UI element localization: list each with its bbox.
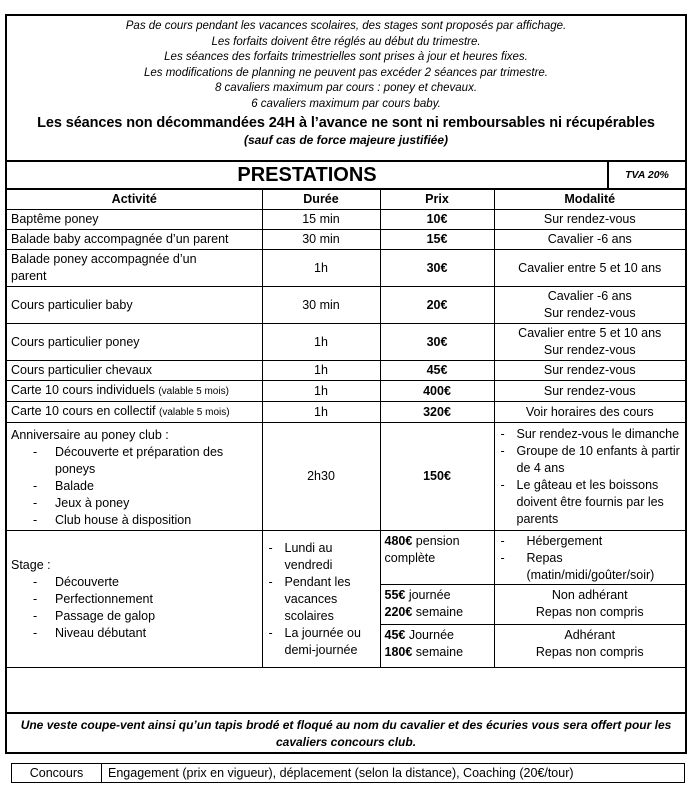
cell-modalite [494,287,685,324]
tariff-sheet [5,14,687,754]
stage-row [7,531,685,668]
cell-activite: Balade baby accompagnée d’un parent [7,230,262,250]
cell-modalite: Cavalier -6 ans [494,230,685,250]
modalite-line: Repas non compris [535,605,644,619]
cell-activite: Baptême poney [7,210,262,230]
cell-duree: 30 min [262,287,380,324]
price-value: 45€ [384,628,406,642]
cell-activite [7,531,262,668]
cell-prix: 150€ [380,423,494,531]
notice-line: 8 cavaliers maximum par cours : poney et chevaux. [214,82,478,94]
notice-line: Les forfaits doivent être réglés au début du trimestre. [211,35,481,48]
gift-note: Une veste coupe-vent ainsi qu’un tapis brodé et floqué au nom du cavalier et des écuries vous sera offert pour les cavaliers concours club. [7,712,685,752]
column-header-prix: Prix [380,190,494,210]
anniversaire-row [7,423,685,531]
cell-prix: 20€ [380,287,494,324]
activite-text: Carte 10 cours en collectif [11,404,156,418]
cell-duree: 30 min [262,230,380,250]
modalite-line: Sur rendez-vous [543,306,636,320]
cell-duree: 1h [262,324,380,361]
cell-activite: Cours particulier baby [7,287,262,324]
cell-modalite: Cavalier entre 5 et 10 ans [494,250,685,287]
table-header-row [7,190,685,210]
list-item: - Groupe de 10 enfants à partir de 4 ans [499,443,682,477]
price-label: pension complète [384,534,460,565]
modalite-line: Repas non compris [535,645,644,659]
table-row [7,381,685,402]
activite-text: Carte 10 cours individuels [11,383,155,397]
price-label: semaine [412,645,464,659]
list-item: - Lundi au vendredi [267,540,376,574]
table-row [7,361,685,381]
cell-prix: 400€ [380,381,494,402]
concours-description: Engagement (prix en vigueur), déplacement (selon la distance), Coaching (20€/tour) [108,766,574,780]
notice-line: Pas de cours pendant les vacances scolaires, des stages sont proposés par affichage. [125,20,567,32]
cell-modalite: Sur rendez-vous [494,381,685,402]
pension-modalite-list [499,533,682,584]
cancellation-warning: Les séances non décommandées 24H à l’avance ne sont ni remboursables ni récupérables [37,115,655,131]
cell-prix: 45€ [380,361,494,381]
cell-duree: 1h [262,402,380,423]
modalite-line: Non adhérant [551,588,628,602]
page-title: PRESTATIONS [237,164,377,186]
stage-duree-list [267,540,376,659]
title-row [7,162,685,190]
price-value: 180€ [384,645,413,659]
non-adherant-modalite [495,585,686,625]
cell-modalite: Sur rendez-vous [494,361,685,381]
cell-modalite: Voir horaires des cours [494,402,685,423]
price-value: 220€ [384,605,413,619]
concours-row [11,763,685,783]
modalite-line: Cavalier entre 5 et 10 ans [518,326,662,340]
list-item: - Niveau débutant [33,625,258,642]
list-item: - Sur rendez-vous le dimanche [499,426,682,443]
table-row [7,230,685,250]
cell-duree: 1h [262,250,380,287]
notice-line: 6 cavaliers maximum par cours baby. [251,97,441,110]
modalite-line: Sur rendez-vous [543,343,636,357]
rules-notice [7,16,685,162]
cell-activite: Cours particulier poney [7,324,262,361]
list-item: - Hébergement [499,533,682,550]
column-header-activite: Activité [7,190,262,210]
price-value: 55€ [384,588,406,602]
notice-line: Les modifications de planning ne peuvent pas excéder 2 séances par trimestre. [143,66,549,79]
price-label: semaine [412,605,464,619]
list-item: - Club house à disposition [33,512,258,529]
cell-modalite: Sur rendez-vous [494,210,685,230]
cell-activite: Balade poney accompagnée d’un parent [7,250,262,287]
list-item: - Le gâteau et les boissons doivent être fournis par les parents [499,477,682,528]
cell-duree: 1h [262,381,380,402]
list-item: - Repas (matin/midi/goûter/soir) [499,550,682,584]
cell-duree [262,531,380,668]
anniversaire-title: Anniversaire au poney club : [11,428,169,442]
cell-prix [380,531,494,668]
table-row [7,402,685,423]
modalite-line: Cavalier -6 ans [547,289,632,303]
price-label: journée [405,588,451,602]
stage-list [11,574,258,642]
table-row [7,250,685,287]
cell-prix: 30€ [380,250,494,287]
table-row [7,210,685,230]
cell-duree: 15 min [262,210,380,230]
column-header-modalite: Modalité [494,190,685,210]
adherant-modalite [495,625,686,667]
cell-activite: Cours particulier chevaux [7,361,262,381]
list-item: - Découverte [33,574,258,591]
prestations-table [7,190,685,668]
cell-prix: 30€ [380,324,494,361]
pension-price [381,531,494,585]
list-item: - Perfectionnement [33,591,258,608]
list-item: - Passage de galop [33,608,258,625]
stage-title: Stage : [11,557,51,572]
notice-line: Les séances des forfaits trimestrielles sont prises à jour et heures fixes. [164,51,528,63]
list-item: - Jeux à poney [33,495,258,512]
non-adherant-price [381,585,494,625]
cell-duree: 1h [262,361,380,381]
cell-duree: 2h30 [262,423,380,531]
cell-modalite [494,423,685,531]
table-row [7,287,685,324]
adherant-price [381,625,494,667]
validity-note: (valable 5 mois) [159,407,230,418]
concours-label: Concours [12,764,102,782]
price-value: 480€ [384,534,413,548]
price-label: Journée [405,628,455,642]
cell-prix: 10€ [380,210,494,230]
cell-activite [7,423,262,531]
list-item: - Pendant les vacances scolaires [267,574,376,625]
anniversaire-list [11,444,258,529]
cell-prix: 320€ [380,402,494,423]
modalite-line: Adhérant [564,628,616,642]
validity-note: (valable 5 mois) [158,386,229,397]
cell-activite [7,402,262,423]
pension-modalite [495,531,686,585]
cell-modalite [494,531,685,668]
force-majeure-note: (sauf cas de force majeure justifiée) [243,133,449,147]
cell-activite [7,381,262,402]
list-item: - Balade [33,478,258,495]
list-item: - La journée ou demi-journée [267,625,376,659]
cell-modalite [494,324,685,361]
list-item: - Découverte et préparation des poneys [33,444,258,478]
tva-label: TVA 20% [607,162,685,188]
table-row [7,324,685,361]
cell-prix: 15€ [380,230,494,250]
anniversaire-modalites [499,426,682,528]
column-header-duree: Durée [262,190,380,210]
